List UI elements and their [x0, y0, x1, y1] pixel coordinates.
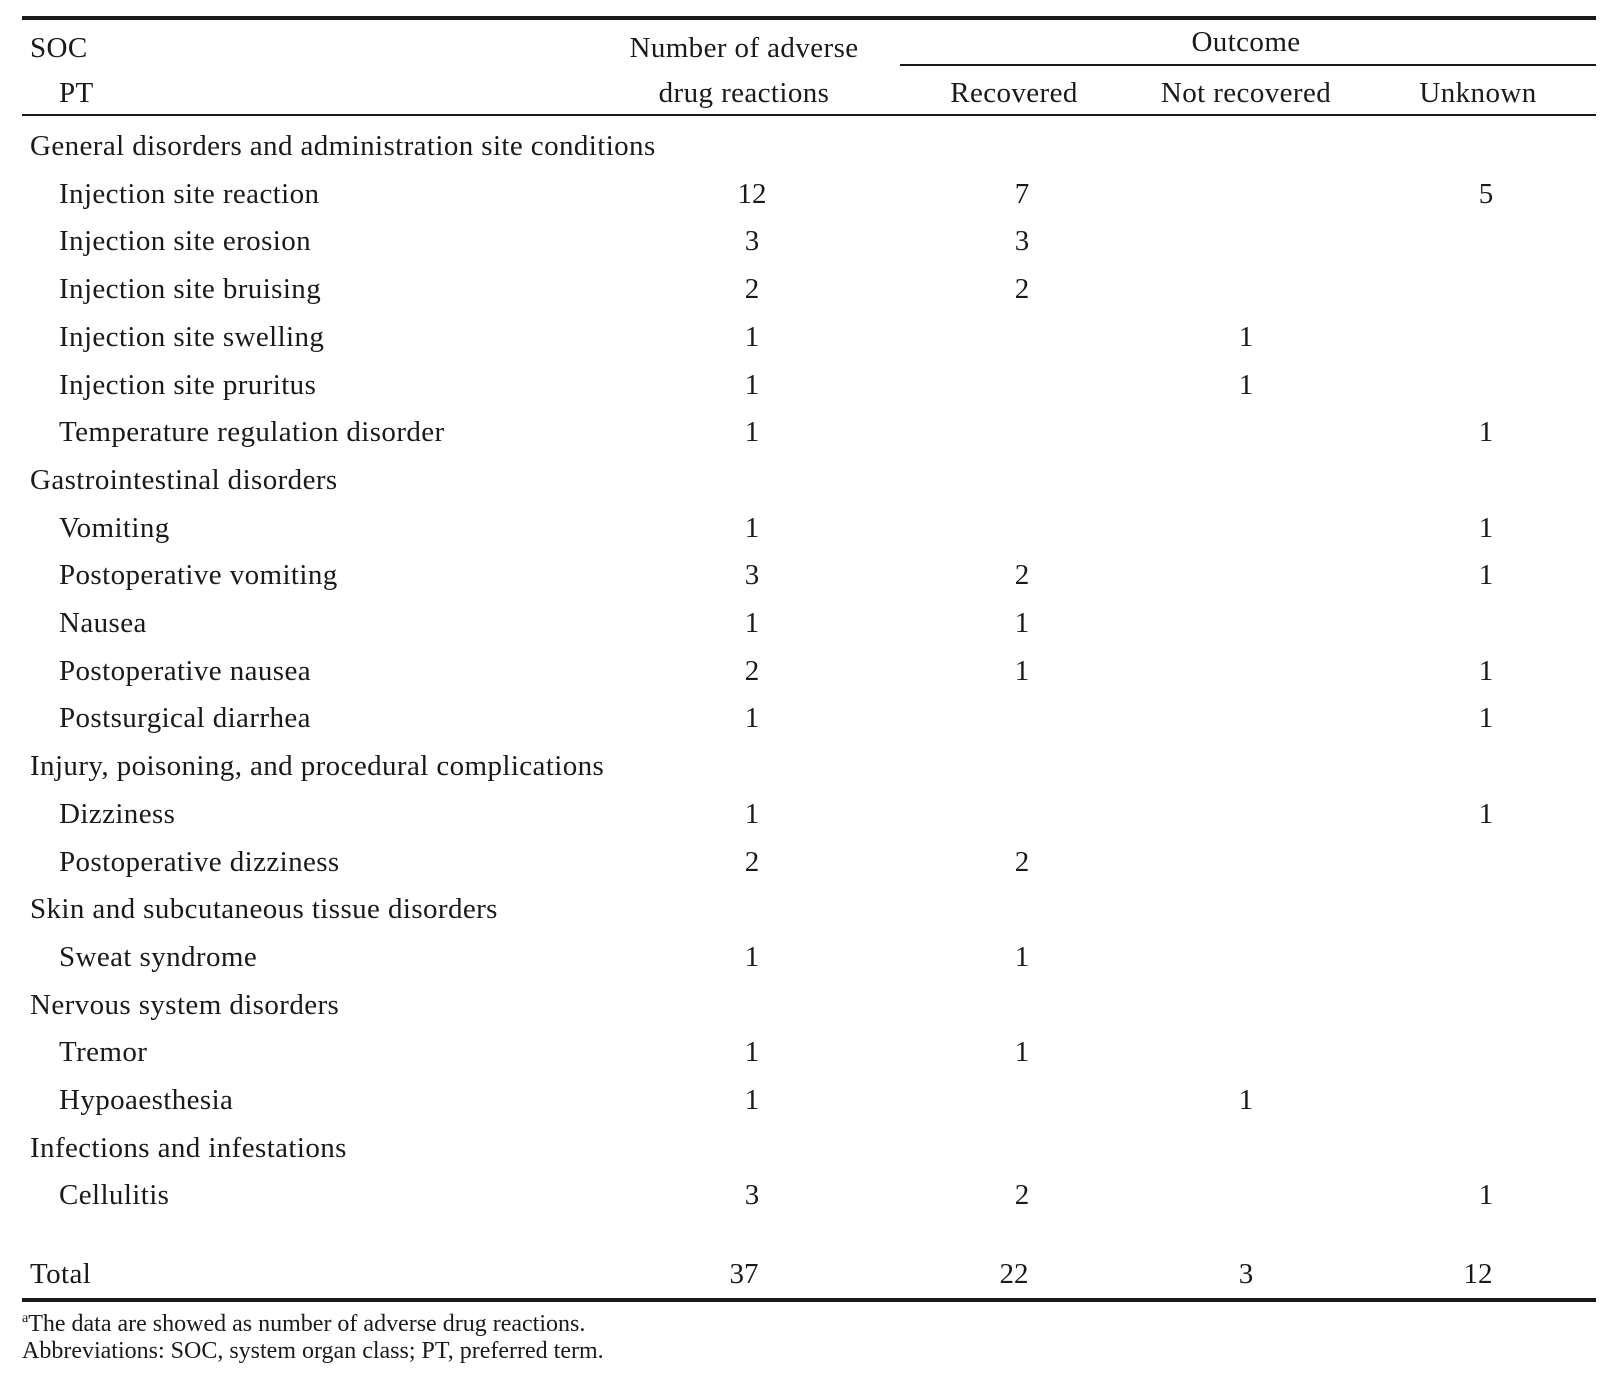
soc-label: General disorders and administration site conditions: [30, 130, 656, 162]
soc-row: [0, 885, 1614, 934]
table-row: [0, 551, 1614, 600]
footnote-marker: a: [22, 1311, 29, 1326]
total-not-recovered: 3: [1238, 1258, 1254, 1290]
total-count: 37: [729, 1258, 759, 1290]
header-number-line1: Number of adverse: [629, 32, 859, 64]
total-recovered: 22: [999, 1258, 1029, 1290]
table-row: [0, 694, 1614, 743]
table-row: [0, 504, 1614, 553]
table-row: [0, 170, 1614, 219]
table-row: [0, 408, 1614, 457]
recovered-cell: 1: [1014, 607, 1030, 639]
soc-row: [0, 122, 1614, 171]
soc-label: Gastrointestinal disorders: [30, 463, 338, 496]
count-cell: 1: [744, 511, 760, 544]
pt-label: Injection site bruising: [59, 273, 322, 306]
unknown-cell: 1: [1478, 702, 1494, 735]
recovered-cell: 7: [1014, 177, 1030, 210]
count-cell: 1: [744, 368, 760, 401]
count-cell: 1: [744, 797, 760, 830]
header-number-line2: drug reactions: [658, 77, 830, 109]
pt-label: Injection site reaction: [59, 177, 320, 210]
recovered-cell: 2: [1014, 845, 1030, 878]
header-outcome: Outcome: [1191, 26, 1301, 58]
count-cell: 2: [744, 273, 760, 306]
count-cell: 1: [744, 940, 760, 973]
recovered-cell: 2: [1014, 559, 1030, 592]
total-label: Total: [30, 1258, 92, 1290]
unknown-cell: 1: [1478, 1179, 1494, 1212]
pt-label: Postoperative dizziness: [59, 845, 340, 878]
soc-row: [0, 742, 1614, 791]
not-recovered-cell: 1: [1238, 320, 1254, 353]
table-row: [0, 361, 1614, 410]
table-row: [0, 1076, 1614, 1125]
soc-label: Infections and infestations: [30, 1131, 347, 1164]
footnote-abbreviations: Abbreviations: SOC, system organ class; PT, preferred term.: [22, 1338, 604, 1364]
unknown-cell: 1: [1478, 511, 1494, 544]
total-row: [0, 1250, 1614, 1299]
pt-label: Injection site swelling: [59, 320, 325, 353]
pt-label: Vomiting: [59, 511, 170, 544]
count-cell: 3: [744, 225, 760, 258]
soc-row: [0, 981, 1614, 1030]
pt-label: Cellulitis: [59, 1179, 170, 1212]
count-cell: 1: [744, 416, 760, 449]
count-cell: 1: [744, 1036, 760, 1069]
recovered-cell: 1: [1014, 654, 1030, 687]
footnote-a-text: The data are showed as number of adverse drug reactions.: [28, 1311, 586, 1337]
table-row: [0, 599, 1614, 648]
soc-label: Nervous system disorders: [30, 988, 340, 1021]
unknown-cell: 1: [1478, 797, 1494, 830]
table-row: [0, 838, 1614, 887]
table-row: [0, 790, 1614, 839]
table-row: [0, 647, 1614, 696]
header-soc: SOC: [30, 32, 88, 64]
not-recovered-cell: 1: [1238, 368, 1254, 401]
pt-label: Temperature regulation disorder: [59, 416, 445, 449]
unknown-cell: 1: [1478, 416, 1494, 449]
footnote-a: [22, 1304, 585, 1339]
count-cell: 2: [744, 845, 760, 878]
count-cell: 1: [744, 607, 760, 639]
pt-label: Postsurgical diarrhea: [59, 702, 311, 735]
header-pt: PT: [59, 77, 94, 109]
table-bottom-rule: [22, 1298, 1596, 1302]
pt-label: Injection site pruritus: [59, 368, 317, 401]
count-cell: 1: [744, 702, 760, 735]
count-cell: 1: [744, 1084, 760, 1116]
table-row: [0, 1171, 1614, 1220]
pt-label: Hypoaesthesia: [59, 1084, 234, 1116]
table-row: [0, 313, 1614, 362]
recovered-cell: 2: [1014, 1179, 1030, 1212]
header-not-recovered: Not recovered: [1160, 77, 1332, 109]
table-top-rule: [22, 16, 1596, 20]
header-bottom-rule: [22, 114, 1596, 116]
unknown-cell: 5: [1478, 177, 1494, 210]
recovered-cell: 1: [1014, 940, 1030, 973]
header-unknown: Unknown: [1419, 77, 1537, 109]
pt-label: Tremor: [59, 1036, 148, 1069]
soc-label: Injury, poisoning, and procedural complications: [30, 750, 605, 783]
total-unknown: 12: [1463, 1258, 1493, 1290]
count-cell: 12: [737, 177, 767, 210]
soc-row: [0, 1124, 1614, 1173]
recovered-cell: 3: [1014, 225, 1030, 258]
header-recovered: Recovered: [950, 77, 1078, 109]
count-cell: 2: [744, 654, 760, 687]
recovered-cell: 1: [1014, 1036, 1030, 1069]
pt-label: Dizziness: [59, 797, 176, 830]
recovered-cell: 2: [1014, 273, 1030, 306]
pt-label: Injection site erosion: [59, 225, 312, 258]
pt-label: Postoperative vomiting: [59, 559, 338, 592]
count-cell: 1: [744, 320, 760, 353]
table-row: [0, 1028, 1614, 1077]
unknown-cell: 1: [1478, 654, 1494, 687]
table-row: [0, 265, 1614, 314]
unknown-cell: 1: [1478, 559, 1494, 592]
table-row: [0, 217, 1614, 266]
pt-label: Postoperative nausea: [59, 654, 312, 687]
pt-label: Nausea: [59, 607, 147, 639]
outcome-span-rule: [900, 64, 1596, 66]
count-cell: 3: [744, 1179, 760, 1212]
pt-label: Sweat syndrome: [59, 940, 258, 973]
table-row: [0, 933, 1614, 982]
soc-row: [0, 456, 1614, 505]
count-cell: 3: [744, 559, 760, 592]
soc-label: Skin and subcutaneous tissue disorders: [30, 893, 498, 926]
not-recovered-cell: 1: [1238, 1084, 1254, 1116]
